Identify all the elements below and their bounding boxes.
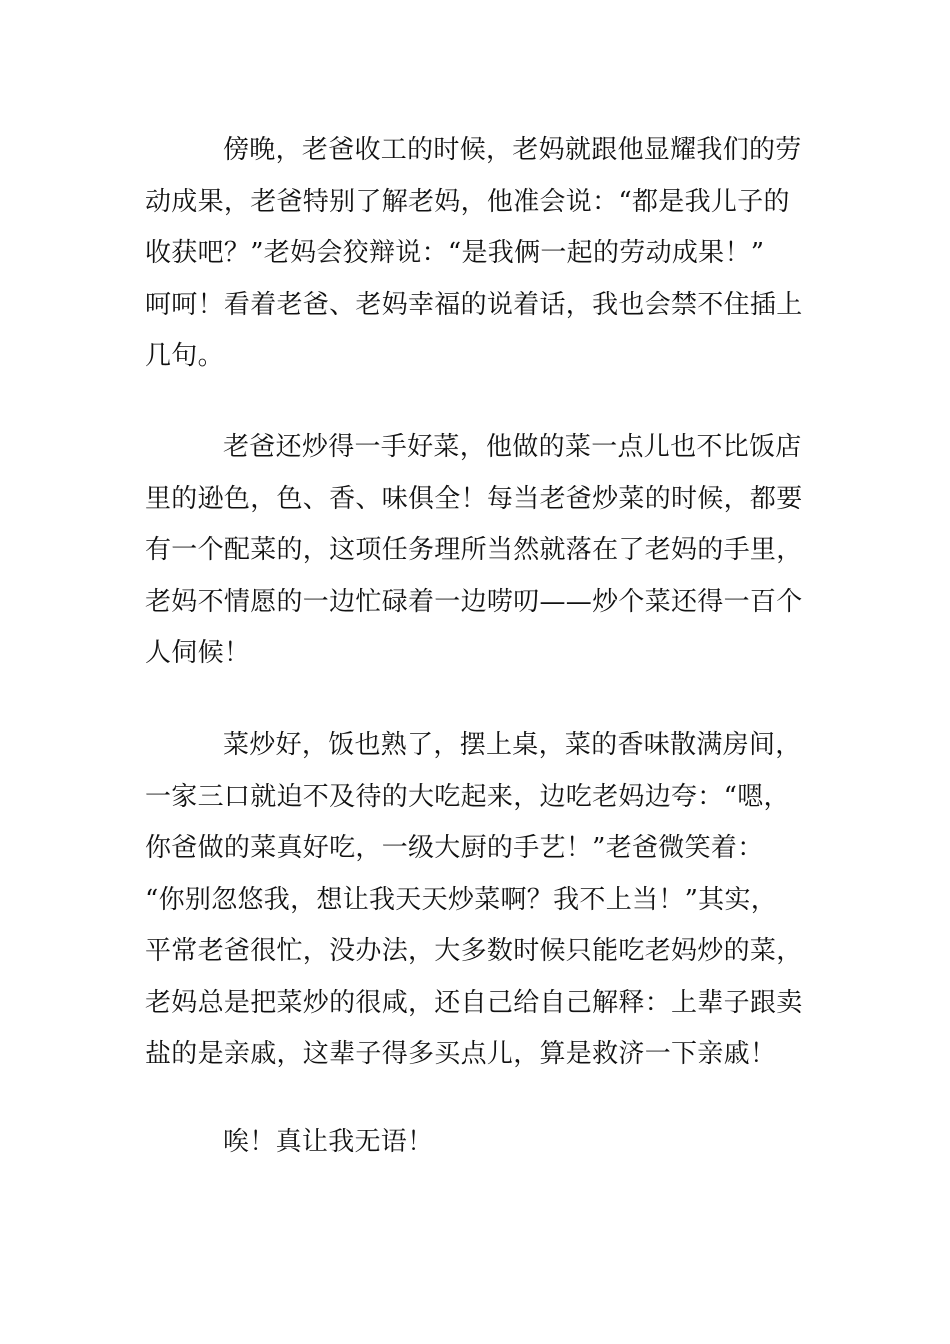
paragraph-line: 有一个配菜的，这项任务理所当然就落在了老妈的手里， (145, 535, 803, 565)
paragraph-line: 唉！真让我无语！ (223, 1127, 434, 1157)
paragraph-line: 呵呵！看着老爸、老妈幸福的说着话，我也会禁不住插上 (145, 289, 803, 320)
paragraph-line: 老妈总是把菜炒的很咸，还自己给自己解释：上辈子跟卖 (145, 987, 803, 1018)
paragraph-line: “你别忽悠我，想让我天天炒菜啊？我不上当！”其实， (145, 884, 778, 915)
paragraph-line: 老爸还炒得一手好菜，他做的菜一点儿也不比饭店 (223, 432, 802, 462)
paragraph-line: 几句。 (145, 341, 224, 371)
paragraph-line: 一家三口就迫不及待的大吃起来，边吃老妈边夸：“嗯， (145, 781, 790, 812)
paragraph-line: 菜炒好，饭也熟了，摆上桌，菜的香味散满房间， (223, 730, 802, 760)
paragraph-line: 盐的是亲戚，这辈子得多买点儿，算是救济一下亲戚！ (145, 1039, 777, 1069)
paragraph-line: 人伺候！ (145, 638, 251, 668)
paragraph-line: 收获吧？”老妈会狡辩说：“是我俩一起的劳动成果！” (145, 238, 765, 268)
paragraph-cooking (145, 422, 805, 680)
paragraph-dinner (145, 720, 805, 1081)
paragraph-closing (145, 1117, 805, 1169)
paragraph-evening (145, 125, 805, 383)
paragraph-line: 老妈不情愿的一边忙碌着一边唠叨——炒个菜还得一百个 (145, 586, 803, 617)
paragraph-line: 傍晚，老爸收工的时候，老妈就跟他显耀我们的劳 (223, 135, 802, 165)
paragraph-line: 里的逊色，色、香、味俱全！每当老爸炒菜的时候，都要 (145, 483, 803, 514)
paragraph-line: 动成果，老爸特别了解老妈，他准会说：“都是我儿子的 (145, 186, 790, 217)
paragraph-line: 平常老爸很忙，没办法，大多数时候只能吃老妈炒的菜， (145, 936, 803, 966)
paragraph-line: 你爸做的菜真好吃，一级大厨的手艺！”老爸微笑着： (145, 833, 764, 863)
